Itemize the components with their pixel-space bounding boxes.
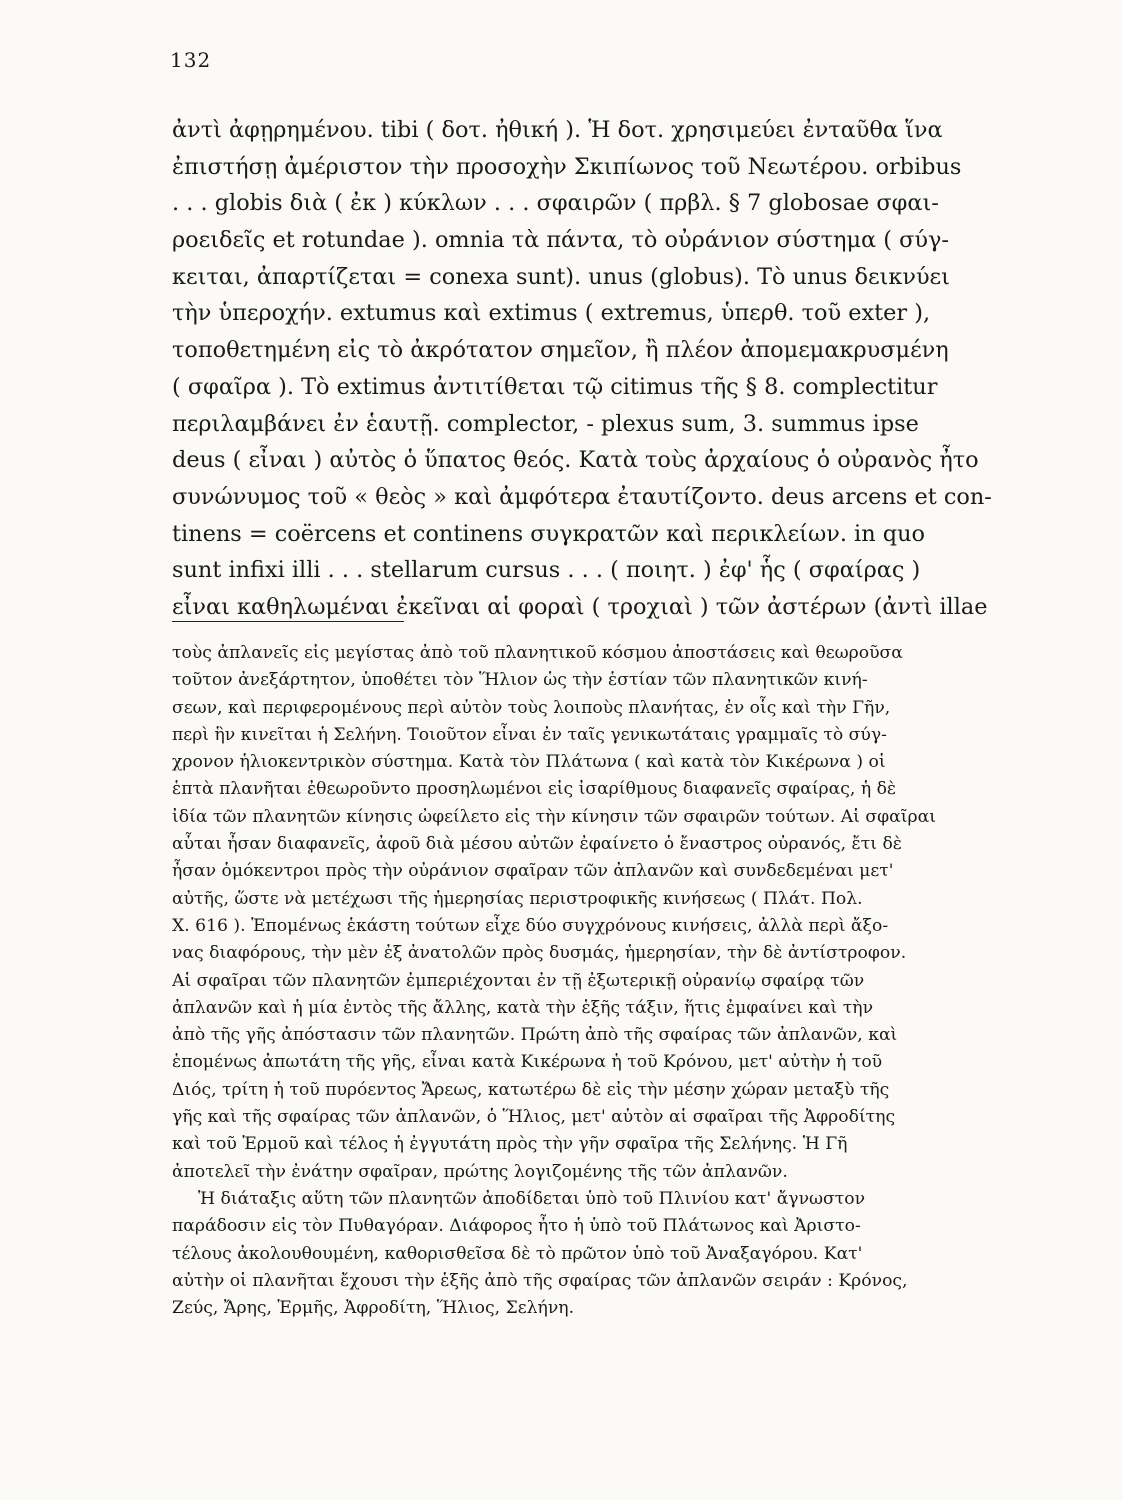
footnote-line: Ζεύς, Ἄρης, Ἑρμῆς, Ἀφροδίτη, Ἥλιος, Σελήνη. xyxy=(172,1298,575,1319)
main-text-line: ἀντὶ ἀφῃρημένου. tibi ( δοτ. ἠθική ). Ἡ δοτ. χρησιμεύει ἐνταῦθα ἵνα xyxy=(172,117,943,143)
main-text-line: τοποθετημένη εἰς τὸ ἀκρότατον σημεῖον, ἢ πλέον ἀπομεμακρυσμένη xyxy=(172,337,949,364)
main-text-line: τὴν ὑπεροχήν. extumus καὶ extimus ( extremus, ὑπερθ. τοῦ exter ), xyxy=(172,300,931,327)
main-text-line: tinens = coërcens et continens συγκρατῶν καὶ περικλείων. in quo xyxy=(172,520,925,547)
footnote-line: ἰδία τῶν πλανητῶν κίνησις ὠφείλετο εἰς τὴν κίνησιν τῶν σφαιρῶν τούτων. Αἱ σφαῖραι xyxy=(172,806,936,827)
footnote-line: ἑπομένως ἀπωτάτη τῆς γῆς, εἶναι κατὰ Κικέρωνα ἡ τοῦ Κρόνου, μετ' αὐτὴν ἡ τοῦ xyxy=(172,1052,883,1073)
footnote-line: ἀπλανῶν καὶ ἡ μία ἐντὸς τῆς ἄλλης, κατὰ τὴν ἑξῆς τάξιν, ἥτις ἐμφαίνει καὶ τὴν xyxy=(172,997,874,1018)
footnote-line: τοῦτον ἀνεξάρτητον, ὑποθέτει τὸν Ἥλιον ὡς τὴν ἑστίαν τῶν πλανητικῶν κινή- xyxy=(172,670,868,691)
footnote-separator-rule xyxy=(172,621,404,622)
footnote-line: Αἱ σφαῖραι τῶν πλανητῶν ἐμπεριέχονται ἐν τῇ ἐξωτερικῇ οὐρανίῳ σφαίρᾳ τῶν xyxy=(172,970,865,991)
footnote-line: καὶ τοῦ Ἑρμοῦ καὶ τέλος ἡ ἐγγυτάτη πρὸς τὴν γῆν σφαῖρα τῆς Σελήνης. Ἡ Γῆ xyxy=(172,1134,848,1155)
footnote-line: περὶ ἣν κινεῖται ἡ Σελήνη. Τοιοῦτον εἶναι ἐν ταῖς γενικωτάταις γραμμαῖς τὸ σύγ- xyxy=(172,724,887,745)
main-text-line: deus ( εἶναι ) αὐτὸς ὁ ὕπατος θεός. Κατὰ τοὺς ἀρχαίους ὁ οὐρανὸς ἦτο xyxy=(172,447,979,474)
main-text-line: κειται, ἀπαρτίζεται = conexa sunt). unus (globus). Τὸ unus δεικνύει xyxy=(172,263,950,290)
footnote-line: νας διαφόρους, τὴν μὲν ἐξ ἀνατολῶν πρὸς δυσμάς, ἡμερησίαν, τὴν δὲ ἀντίστροφον. xyxy=(172,943,907,964)
main-text-line: ( σφαῖρα ). Τὸ extimus ἀντιτίθεται τῷ citimus τῆς § 8. complectitur xyxy=(172,373,938,400)
footnote-line: αὗται ἦσαν διαφανεῖς, ἀφοῦ διὰ μέσου αὐτῶν ἐφαίνετο ὁ ἔναστρος οὐρανός, ἔτι δὲ xyxy=(172,834,903,855)
footnote-line: X. 616 ). Ἑπομένως ἑκάστη τούτων εἶχε δύο συγχρόνους κινήσεις, ἀλλὰ περὶ ἄξο- xyxy=(172,915,889,936)
main-text-line: sunt infixi illi . . . stellarum cursus . . . ( ποιητ. ) ἐφ' ἧς ( σφαίρας ) xyxy=(172,557,921,584)
footnote-line: Ἡ διάταξις αὕτη τῶν πλανητῶν ἀποδίδεται ὑπὸ τοῦ Πλινίου κατ' ἄγνωστον xyxy=(198,1188,866,1209)
footnote-line: Διός, τρίτη ἡ τοῦ πυρόεντος Ἄρεως, κατωτέρω δὲ εἰς τὴν μέσην χώραν μεταξὺ τῆς xyxy=(172,1079,890,1100)
page-number: 132 xyxy=(170,48,212,72)
footnote-line: γῆς καὶ τῆς σφαίρας τῶν ἀπλανῶν, ὁ Ἥλιος, μετ' αὐτὸν αἱ σφαῖραι τῆς Ἀφροδίτης xyxy=(172,1107,896,1128)
footnote-block xyxy=(172,640,1044,1322)
main-text-line: εἶναι καθηλωμέναι ἐκεῖναι αἱ φοραὶ ( τροχιαὶ ) τῶν ἀστέρων (ἀντὶ illae xyxy=(172,593,988,620)
footnote-line: ἑπτὰ πλανῆται ἐθεωροῦντο προσηλωμένοι εἰς ἰσαρίθμους διαφανεῖς σφαίρας, ἡ δὲ xyxy=(172,779,897,800)
footnote-line: ἀποτελεῖ τὴν ἐνάτην σφαῖραν, πρώτης λογιζομένης τῆς τῶν ἀπλανῶν. xyxy=(172,1161,788,1182)
footnote-line: χρονον ἡλιοκεντρικὸν σύστημα. Κατὰ τὸν Πλάτωνα ( καὶ κατὰ τὸν Κικέρωνα ) οἱ xyxy=(172,752,886,773)
main-text-line: ροειδεῖς et rotundae ). omnia τὰ πάντα, τὸ οὐράνιον σύστημα ( σύγ- xyxy=(172,227,949,254)
footnote-line: παράδοσιν εἰς τὸν Πυθαγόραν. Διάφορος ἦτο ἡ ὑπὸ τοῦ Πλάτωνος καὶ Ἀριστο- xyxy=(172,1216,861,1237)
main-text-line: . . . globis διὰ ( ἐκ ) κύκλων . . . σφαιρῶν ( πρβλ. § 7 globosae σφαι- xyxy=(172,190,939,217)
footnote-line: σεων, καὶ περιφερομένους περὶ αὐτὸν τοὺς λοιποὺς πλανήτας, ἐν οἷς καὶ τὴν Γῆν, xyxy=(172,697,891,718)
footnote-line: αὐτῆς, ὥστε νὰ μετέχωσι τῆς ἡμερησίας περιστροφικῆς κινήσεως ( Πλάτ. Πολ. xyxy=(172,888,863,909)
footnote-line: ἦσαν ὁμόκεντροι πρὸς τὴν οὐράνιον σφαῖραν τῶν ἀπλανῶν καὶ συνδεδεμέναι μετ' xyxy=(172,861,894,882)
footnote-line: ἀπὸ τῆς γῆς ἀπόστασιν τῶν πλανητῶν. Πρώτη ἀπὸ τῆς σφαίρας τῶν ἀπλανῶν, καὶ xyxy=(172,1025,898,1046)
main-text-line: περιλαμβάνει ἐν ἑαυτῇ. complector, - plexus sum, 3. summus ipse xyxy=(172,410,919,437)
footnote-line: τέλους ἀκολουθουμένη, καθορισθεῖσα δὲ τὸ πρῶτον ὑπὸ τοῦ Ἀναξαγόρου. Κατ' xyxy=(172,1243,863,1264)
main-text-line: συνώνυμος τοῦ « θεὸς » καὶ ἀμφότερα ἐταυτίζοντο. deus arcens et con- xyxy=(172,483,992,510)
footnote-line: αὐτὴν οἱ πλανῆται ἔχουσι τὴν ἑξῆς ἀπὸ τῆς σφαίρας τῶν ἀπλανῶν σειράν : Κρόνος, xyxy=(172,1270,908,1291)
main-text-block xyxy=(172,112,1044,626)
footnote-line: τοὺς ἀπλανεῖς εἰς μεγίστας ἀπὸ τοῦ πλανητικοῦ κόσμου ἀποστάσεις καὶ θεωροῦσα xyxy=(172,643,903,663)
main-text-line: ἐπιστήσῃ ἀμέριστον τὴν προσοχὴν Σκιπίωνος τοῦ Νεωτέρου. orbibus xyxy=(172,153,962,180)
